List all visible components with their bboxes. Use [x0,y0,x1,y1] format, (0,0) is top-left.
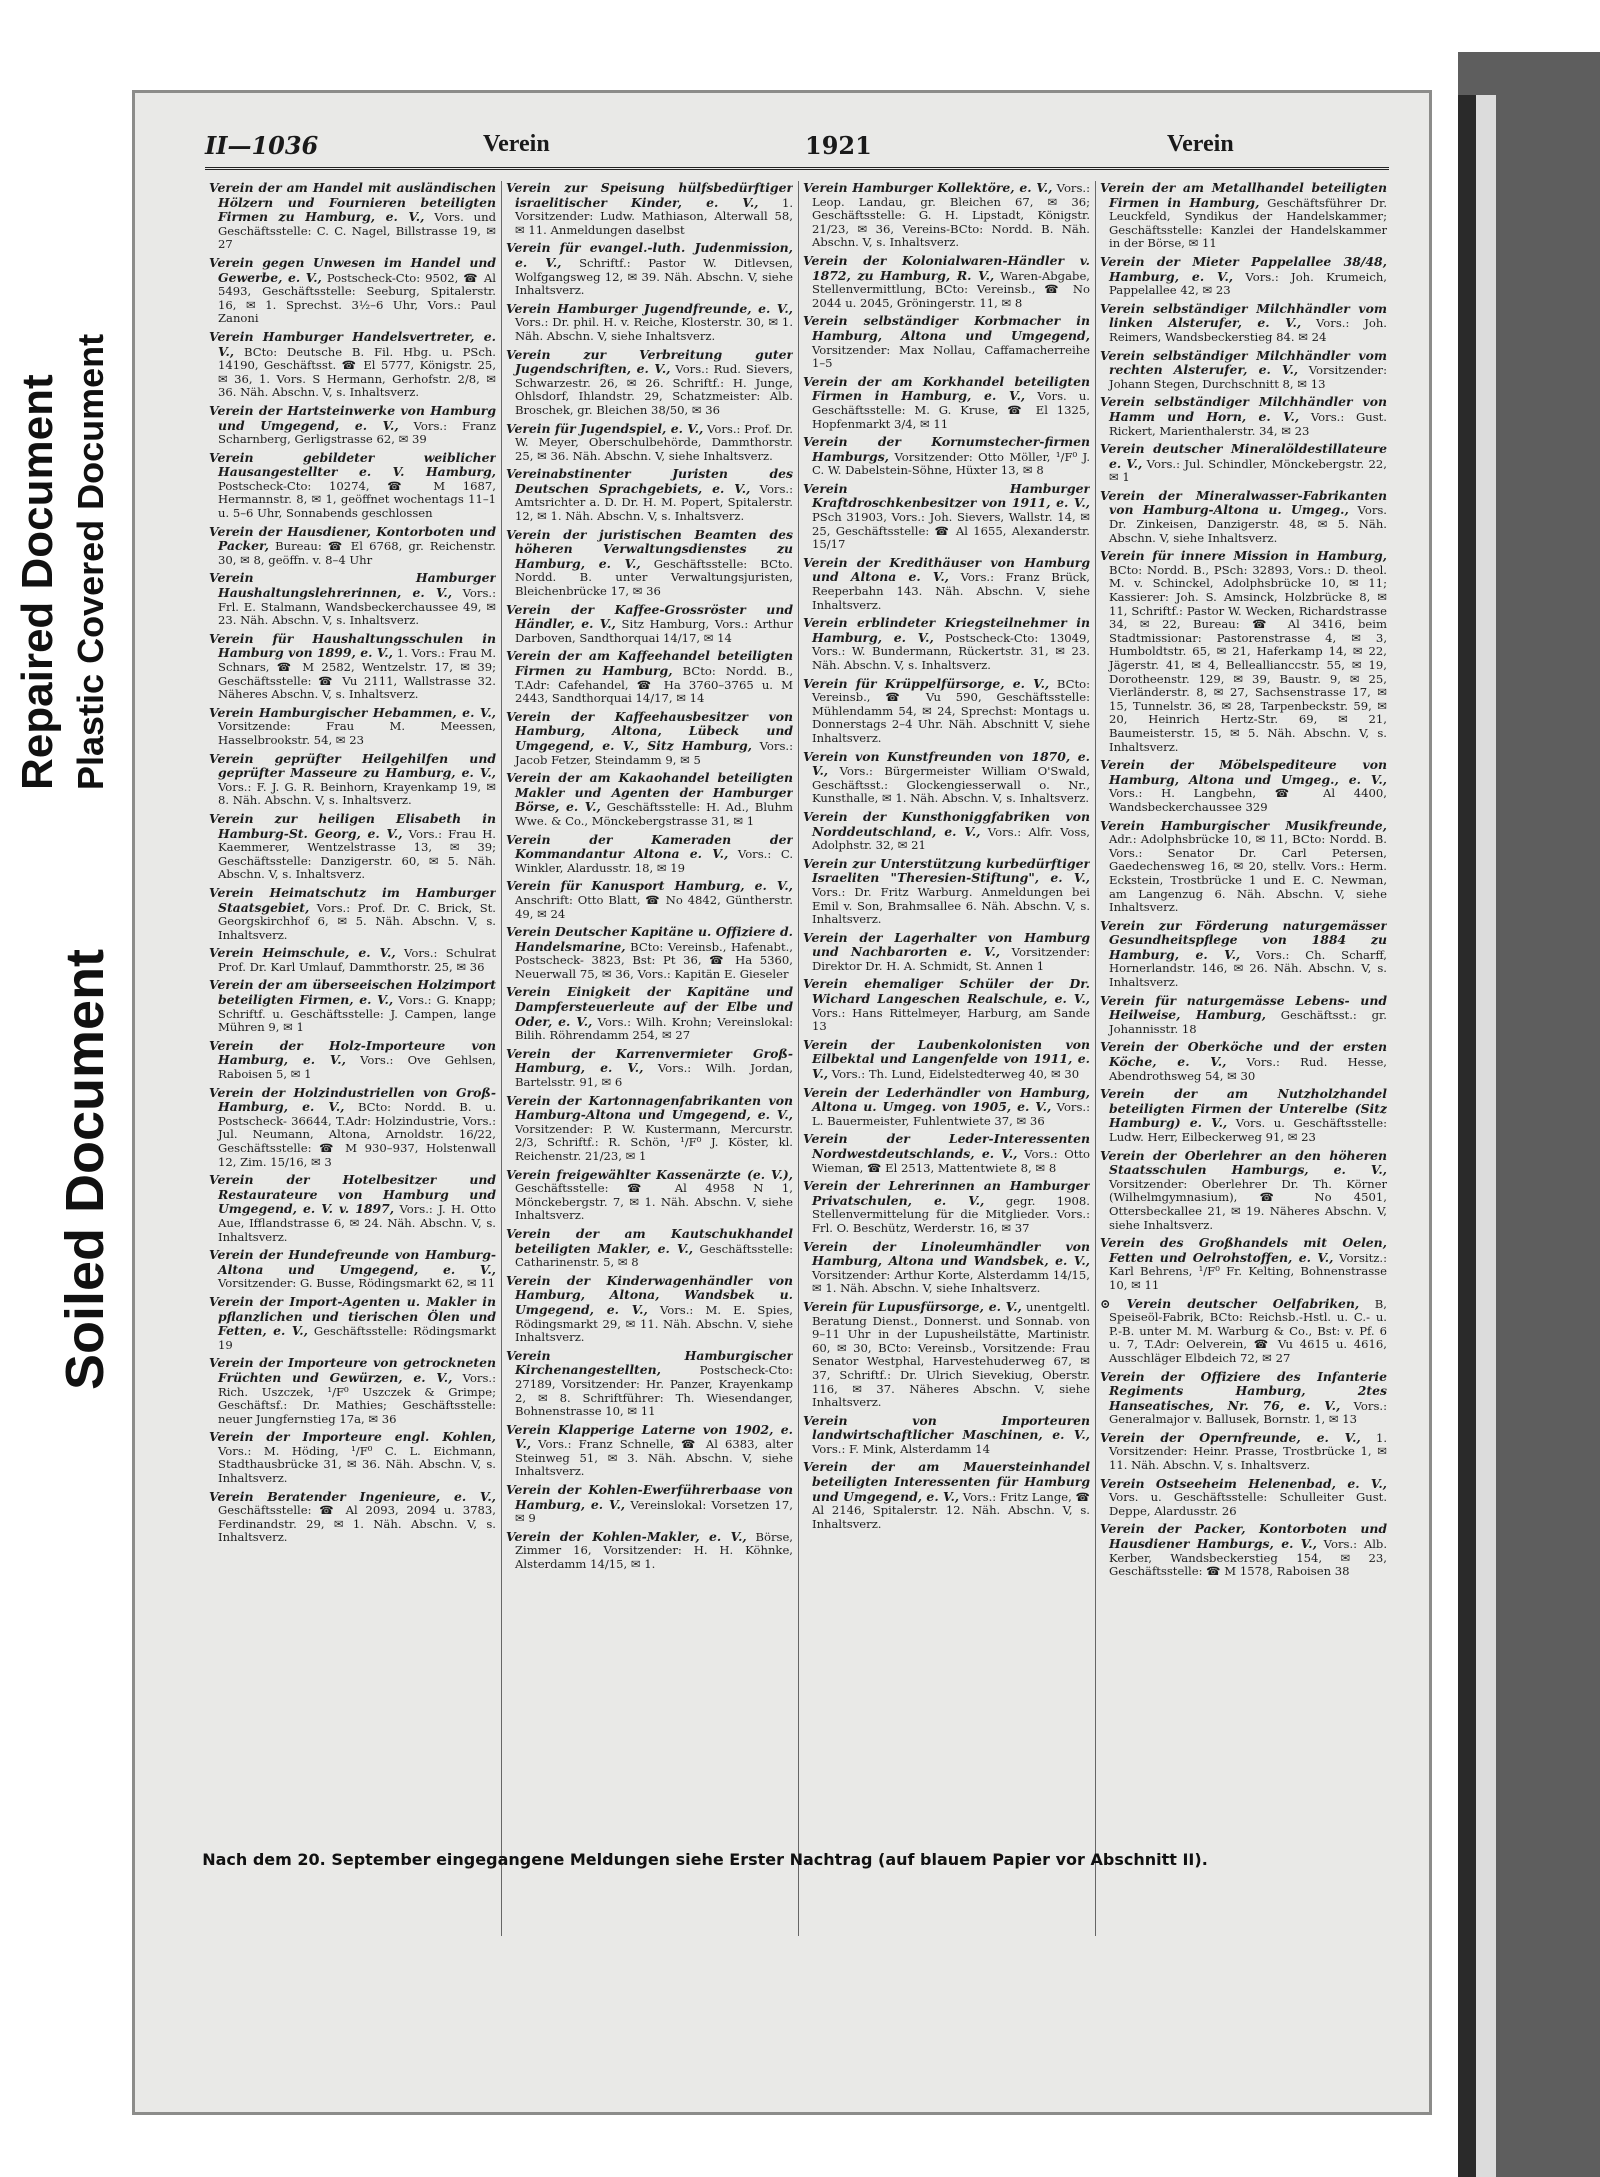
column-2 [506,181,793,1936]
entry-name: Verein der am überseeischen Holzimport beteiligten Firmen, e. V., [209,977,496,1008]
entry-name: Verein der am Kaffeehandel beteiligten Firmen zu Hamburg, [506,648,793,678]
directory-entry [1100,395,1387,438]
entry-details: Vorsitzender: Direktor Dr. H. A. Schmidt, St. Annen 1 [812,945,1090,973]
directory-entry [209,1356,496,1426]
directory-entry [1100,255,1387,298]
entry-name: Verein der Lagerhalter von Hamburg und Nachbarorten e. V., [803,929,1090,960]
directory-entry [1100,1297,1387,1366]
directory-entry [506,1483,793,1526]
entry-name: Verein gebildeter weiblicher Hausangestellter e. V. Hamburg, [209,449,496,480]
entry-name: Verein Hamburgischer Kirchenangestellten, [506,1347,793,1378]
entry-name: Verein der Kredithäuser von Hamburg und Altona e. V., [803,554,1090,585]
entry-name: Verein Deutscher Kapitäne u. Offiziere d. Handelsmarine, [506,924,793,954]
directory-entry [209,1173,496,1244]
entry-details: Vors.: Jul. Schindler, Mönckebergstr. 22, ✉ 1 [1109,456,1387,485]
entry-name: Verein zur Förderung naturgemässer Gesundheitspflege von 1884 zu Hamburg, e. V., [1100,917,1387,962]
entry-details: Vors.: Alb. Kerber, Wandsbeckerstieg 154, ✉ 23, Geschäftsstelle: ☎ M 1578, Raboisen 38 [1109,1537,1387,1579]
entry-details: Geschäftsstelle: Rödingsmarkt 19 [218,1324,496,1352]
directory-entry [209,571,496,627]
directory-entry [803,810,1090,853]
entry-name: Verein der Kartonnagenfabrikanten von Hamburg-Altona und Umgegend, e. V., [506,1092,793,1123]
directory-entry [1100,1370,1387,1427]
entry-name: Verein für naturgemässe Lebens- und Heilweise, Hamburg, [1100,992,1387,1023]
entry-details: Geschäftsstelle: BCto. Nordd. B. unter Verwaltungsjuristen, Bleichenbrücke 17, ✉ 36 [515,556,793,599]
entry-details: Geschäftsführer Dr. Leuckfeld, Syndikus der Handelskammer; Geschäftsstelle: Kanzlei der Handelskammer in der Börse, ✉ 11 [1109,195,1387,251]
entry-name: Verein der juristischen Beamten des höheren Verwaltungsdienstes zu Hamburg, e. V., [506,526,793,571]
entry-name: Verein der Kohlen-Makler, e. V., [506,1528,747,1544]
directory-entry [209,1039,496,1082]
page-header [205,127,1389,170]
entry-details: BCto: Vereinsb., Hafenabt., Postscheck- 3823, Bst: Pt 36, ☎ Ha 5360, Neuerwall 75, ✉ 36, Vors.: Kapitän E. Gieseler [515,939,793,981]
entry-name: Verein erblindeter Kriegsteilnehmer in Hamburg, e. V., [803,615,1090,645]
directory-entry [1100,442,1387,485]
directory-entry [506,467,793,523]
directory-entry [1100,919,1387,990]
directory-entry [506,1168,793,1223]
entry-details: Vorsitz.: Karl Behrens, ¹/F⁰ Fr. Kelting, Bohnenstrasse 10, ✉ 11 [1109,1250,1387,1292]
entry-details: Vors.: J. H. Otto Aue, Ifflandstrasse 6, ✉ 24. Näh. Abschn. V, s. Inhaltsverz. [218,1202,496,1244]
directory-entry [506,710,793,767]
directory-entry [1100,758,1387,814]
entry-name: Verein der Importeure engl. Kohlen, [209,1429,496,1445]
entry-name: Verein Hamburger Jugendfreunde, e. V., [506,300,793,316]
entry-name: Verein selbständiger Milchhändler vom linken Alsterufer, e. V., [1100,300,1387,331]
page-number: II—1036 [205,131,319,160]
directory-entry [506,1423,793,1479]
entry-name: Verein Hamburgischer Musikfreunde, [1100,817,1387,833]
entry-details: Vors.: Bürgermeister William O'Swald, Geschäftsst.: Glockengiesserwall o. Nr., Kunsthalle, ✉ 1. Näh. Abschn. V, s. Inhaltsverz. [812,764,1090,806]
entry-details: Vors.: Rud. Hesse, Abendrothsweg 54, ✉ 30 [1109,1055,1387,1083]
entry-details: BCto: Nordd. B. u. Postscheck- 36644, T.Adr: Holzindustrie, Vors.: Jul. Neumann, Altona, Arnoldstr. 16/22, Geschäftsstelle: ☎ M 930–937, Holstenwall 12, Zim. 15/16, ✉ 3 [218,1100,496,1169]
entry-name: Verein für Kanusport Hamburg, e. V., [506,878,793,894]
entry-details: Vors.: Alfr. Voss, Adolphstr. 32, ✉ 21 [812,824,1090,853]
directory-entry [506,1530,793,1572]
entry-details: Vors. Dr. Zinkeisen, Danzigerstr. 48, ✉ 5. Näh. Abschn. V, siehe Inhaltsverz. [1109,503,1387,545]
entry-details: BCto: Deutsche B. Fil. Hbg. u. PSch. 14190, Geschäftsst. ☎ El 5777, Königstr. 25, ✉ 36, 1. Vors. S Hermann, Gerhofstr. 2/8, ✉ 36. Näh. Abschn. V, s. Inhaltsverz. [218,344,496,400]
entry-details: Waren-Abgabe, Stellenvermittlung, BCto: Vereinsb., ☎ No 2044 u. 2045, Gröningerstr. 11, ✉ 8 [812,268,1090,310]
condition-stamps [8,0,138,2177]
directory-entry [209,1248,496,1291]
directory-entry [803,375,1090,431]
entry-name: Verein Heimschule, e. V., [209,945,396,961]
directory-entry [209,525,496,568]
entry-name: Verein von Importeuren landwirtschaftlicher Maschinen, e. V., [803,1412,1090,1443]
directory-entry [803,616,1090,672]
directory-entry [209,451,496,521]
directory-entry [803,977,1090,1033]
entry-details: Postscheck-Cto: 13049, Vors.: W. Bundermann, Rückertstr. 31, ✉ 23. Näh. Abschn. V, s. Inhaltsverz. [812,630,1090,672]
entry-name: Verein der am Metallhandel beteiligten Firmen in Hamburg, [1100,181,1387,210]
entry-name: Verein zur Speisung hülfsbedürftiger israelitischer Kinder, e. V., [506,181,793,210]
repaired-document-stamp: Repaired Document [13,374,62,790]
entry-details: gegr. 1908. Stellenvermittelung für die Mitglieder. Vors.: Frl. O. Beschütz, Werderstr. 16, ✉ 37 [812,1193,1090,1235]
entry-name: Verein der Holzindustriellen von Groß-Hamburg, e. V., [209,1084,496,1115]
entry-details: Sitz Hamburg, Vors.: Arthur Darboven, Sandthorquai 14/17, ✉ 14 [515,617,793,645]
directory-entry [209,946,496,974]
entry-name: Verein des Großhandels mit Oelen, Fetten und Oelrohstoffen, e. V., [1100,1235,1387,1265]
entry-details: Vors.: Schulrat Prof. Dr. Karl Umlauf, Dammthorstr. 25, ✉ 36 [218,946,496,974]
entry-details: Vors.: Franz Schnelle, ☎ Al 6383, alter Steinweg 51, ✉ 3. Näh. Abschn. V, siehe Inhaltsverz. [515,1437,793,1479]
entry-details: Vors.: Generalmajor v. Ballusek, Bornstr. 1, ✉ 13 [1109,1398,1387,1427]
directory-entry [1100,1236,1387,1292]
directory-entry [209,330,496,400]
entry-name: Verein der Packer, Kontorboten und Hausdiener Hamburgs, e. V., [1100,1521,1387,1552]
entry-details: Vors.: Wilh. Jordan, Bartelsstr. 91, ✉ 6 [515,1061,793,1090]
entry-name: Verein Hamburger Haushaltungslehrerinnen, e. V., [209,570,496,601]
entry-details: Postscheck-Cto: 9502, ☎ Al 5493, Geschäftsstelle: Seeburg, Spitalerstr. 16, ✉ 1. Sprechst. 3½–6 Uhr, Vors.: Paul Zanoni [218,270,496,326]
entry-details: Vereinslokal: Vorsetzen 17, ✉ 9 [515,1497,793,1526]
entry-details: PSch 31903, Vors.: Joh. Sievers, Wallstr. 14, ✉ 25, Geschäftsstelle: ☎ Al 1655, Alexanderstr. 15/17 [812,510,1090,552]
directory-entry [209,181,496,252]
entry-details: Vors.: Otto Wieman, ☎ El 2513, Mattentwiete 8, ✉ 8 [812,1147,1090,1175]
entry-name: Verein der Kolonialwaren-Händler v. 1872, zu Hamburg, R. V., [803,252,1090,283]
entry-name: Verein deutscher Mineralöldestillateure e. V., [1100,441,1387,471]
directory-entry [1100,1522,1387,1578]
entry-name: Verein der Karrenvermieter Groß-Hamburg, e. V., [506,1045,793,1076]
directory-entry [506,1227,793,1270]
directory-entry [506,985,793,1042]
directory-entry [506,1047,793,1090]
entry-details: Geschäftsst.: gr. Johannisstr. 18 [1109,1008,1387,1036]
entry-details: Anschrift: Otto Blatt, ☎ No 4842, Güntherstr. 49, ✉ 24 [515,892,793,921]
entry-details: Vors.: Joh. Krumeich, Pappelallee 42, ✉ 23 [1109,269,1387,298]
directory-entry [506,181,793,237]
directory-entry [803,750,1090,806]
entry-name: Verein der Hotelbesitzer und Restaurateure von Hamburg und Umgegend, e. V. v. 1897, [209,1172,496,1217]
directory-entry [209,1295,496,1352]
entry-details: Vors.: Dr. phil. H. v. Reiche, Klosterstr. 30, ✉ 1. Näh. Abschn. V, siehe Inhaltsverz. [515,315,793,343]
entry-name: Verein von Kunstfreunden von 1870, e. V., [803,748,1090,779]
directory-entry [803,181,1090,250]
entry-details: Vors.: L. Bauermeister, Fuhlentwiete 37, ✉ 36 [812,1100,1090,1128]
entry-name: Verein Hamburger Kollektöre, e. V., [803,181,1053,195]
entry-name: Verein der am Kautschukhandel beteiligten Makler, e. V., [506,1225,793,1256]
directory-entry [803,556,1090,612]
entry-details: Vors.: Leop. Landau, gr. Bleichen 67, ✉ 36; Geschäftsstelle: G. H. Lipstadt, Königstr. 21/23, ✉ 36, Vereins-BCto: Nordd. B. Näh. Abschn. V, s. Inhaltsverz. [812,181,1090,250]
entry-name: Verein der Oberköche und der ersten Köche, e. V., [1100,1039,1387,1070]
directory-entry [209,1430,496,1485]
entry-details: Vors. u. Geschäftsstelle: M. G. Kruse, ☎ El 1325, Hopfenmarkt 3/4, ✉ 11 [812,389,1090,431]
entry-details: Vors.: Franz Brück, Reeperbahn 143. Näh. Abschn. V, siehe Inhaltsverz. [812,570,1090,612]
entry-name: Verein der Lederhändler von Hamburg, Altona u. Umgeg. von 1905, e. V., [803,1084,1090,1115]
entry-details: Vorsitzender: Arthur Korte, Alsterdamm 14/15, ✉ 1. Näh. Abschn. V, siehe Inhaltsverz. [812,1267,1090,1296]
entry-name: Verein für evangel.-luth. Judenmission, e. V., [506,240,793,270]
entry-name: Verein der Kaffee-Grossröster und Händler, e. V., [506,601,793,632]
entry-name: Verein zur Unterstützung kurbedürftiger Israeliten "Theresien-Stiftung", e. V., [803,855,1090,886]
entry-details: Vors.: Rud. Sievers, Schwarzestr. 26, ✉ 26. Schriftf.: H. Junge, Ohlsdorf, Ihlandstr. 29, Schatzmeister: Alb. Broschek, gr. Bleichen 38/50, ✉ 36 [515,362,793,417]
directory-entry [209,812,496,882]
directory-entry [506,879,793,921]
entry-details: Vorsitzende: Frau M. Meessen, Hasselbrookstr. 54, ✉ 23 [218,719,496,747]
directory-entry [1100,819,1387,915]
directory-entry [209,752,496,808]
entry-name: Verein Klapperige Laterne von 1902, e. V., [506,1421,793,1452]
entry-details: Geschäftsstelle: Catharinenstr. 5, ✉ 8 [515,1241,793,1270]
directory-entry [209,886,496,942]
entry-details: Vors.: Rich. Uszczek, ¹/F⁰ Uszczek & Grimpe; Geschäftsf.: Dr. Mathies; Geschäftsstelle: neuer Jungfernstieg 17a, ✉ 36 [218,1370,496,1426]
entry-name: Verein gegen Unwesen im Handel und Gewerbe, e. V., [209,254,496,285]
directory-entry [803,1132,1090,1175]
entry-details: Schriftf.: Pastor W. Ditlevsen, Wolfgangsweg 12, ✉ 39. Näh. Abschn. V, siehe Inhaltsverz. [515,255,793,298]
entry-details: Vorsitzender: Max Nollau, Caffamacherreihe 1–5 [812,342,1090,371]
entry-details: Vors.: Frl. E. Stalmann, Wandsbeckerchaussee 49, ✉ 23. Näh. Abschn. V, s. Inhaltsverz. [218,586,496,628]
directory-entry [209,632,496,702]
directory-entry [506,302,793,344]
entry-details: Vors.: Frau H. Kaemmerer, Wentzelstrasse 13, ✉ 39; Geschäftsstelle: Danzigerstr. 60, ✉ 5. Näh. Abschn. V, s. Inhaltsverz. [218,826,496,882]
directory-entry [506,1274,793,1345]
entry-name: Verein der Holz-Importeure von Hamburg, e. V., [209,1037,496,1068]
entry-details: 1. Vorsitzender: Heinr. Prasse, Trostbrücke 1, ✉ 11. Näh. Abschn. V, s. Inhaltsverz. [1109,1430,1387,1473]
entry-details: Vors.: Prof. Dr. W. Meyer, Oberschulbehörde, Dammthorstr. 25, ✉ 36. Näh. Abschn. V, siehe Inhaltsverz. [515,421,793,463]
column-1 [209,181,496,1936]
directory-entry [803,435,1090,478]
entry-name: Verein selbständiger Korbmacher in Hamburg, Altona und Umgegend, [803,313,1090,343]
entry-details: Vors.: Joh. Reimers, Wandsbeckerstieg 84. ✉ 24 [1109,316,1387,344]
directory-entry [209,706,496,748]
directory-entry [1100,549,1387,754]
entry-details: Vors.: F. Mink, Alsterdamm 14 [812,1441,990,1456]
entry-name: Verein der am Korkhandel beteiligten Firmen in Hamburg, e. V., [803,373,1090,404]
entry-details: Vorsitzender: Otto Möller, ¹/F⁰ J. C. W. Dabelstein-Söhne, Hüxter 13, ✉ 8 [812,449,1090,478]
directory-entry [209,404,496,447]
directory-entry [803,1414,1090,1457]
column-divider [798,181,799,1936]
entry-details: Vors.: Dr. Fritz Warburg. Anmeldungen bei Emil v. Son, Brahmsallee 6. Näh. Abschn. V, s. Inhaltsverz. [812,884,1090,927]
column-divider [501,181,502,1936]
entry-name: Verein der Lehrerinnen an Hamburger Privatschulen, e. V., [803,1178,1090,1208]
entry-name: Verein Hamburgischer Hebammen, e. V., [209,704,496,720]
directory-entry [506,771,793,828]
directory-page [132,90,1432,2115]
entry-name: Verein der Möbelspediteure von Hamburg, Altona und Umgeg., e. V., [1100,757,1387,787]
directory-entry [506,348,793,418]
entry-details: BCto: Nordd. B., T.Adr: Cafehandel, ☎ Ha 3760–3765 u. M 2443, Sandthorquai 14/17, ✉ 14 [515,664,793,706]
entry-name: Verein der Hundefreunde von Hamburg-Altona und Umgegend, e. V., [209,1247,496,1277]
directory-entry [803,677,1090,746]
entry-details: Vors.: Jacob Fetzer, Steindamm 9, ✉ 5 [515,738,793,767]
entry-name: Verein der Hartsteinwerke von Hamburg und Umgegend, e. V., [209,402,496,433]
entry-details: unentgeltl. Beratung Dienst., Donnerst. und Sonnab. von 9–11 Uhr in der Lupusheilstätte, Martinistr. 60, ✉ 30, BCto: Vereinsb., Vorsitzende: Frau Senator Westphal, Harvestehuderweg 67, ✉ 37, Schriftf.: Dr. Ulrich Sievekiug, Oberstr. 116, ✉ 37. Näheres Abschn. V, siehe Inhaltsverz. [812,1299,1090,1410]
column-4 [1100,181,1387,1936]
directory-entry [209,978,496,1034]
entry-name: Verein Hamburger Kraftdroschkenbesitzer von 1911, e. V., [803,480,1090,511]
entry-details: Vorsitzender: G. Busse, Rödingsmarkt 62, ✉ 11 [218,1276,496,1291]
entry-details: Vors.: Hans Rittelmeyer, Harburg, am Sande 13 [812,1005,1090,1034]
directory-entry [803,254,1090,310]
directory-entry [209,256,496,326]
entry-details: Adr.: Adolphsbrücke 10, ✉ 11, BCto: Nordd. B. Vors.: Senator Dr. Carl Petersen, Gaedechensweg 16, ✉ 20, stellv. Vors.: Herm. Eckstein, Trostbrücke 1 und E. C. Newman, am Langenzug 6. Näh. Abschn. V, siehe Inhaltsverz. [1109,832,1387,915]
entry-details: B, Speiseöl-Fabrik, BCto: Reichsb.-Hstl. u. C.- u. P.-B. unter M. M. Warburg & Co., Bst: v. Pf. 6 u. 7, T.Adr: Oelverein, ☎ Vu 4615 u. 4616, Ausschläger Elbdeich 72, ✉ 27 [1109,1296,1387,1365]
entry-details: Geschäftsstelle: ☎ Al 2093, 2094 u. 3783, Ferdinandstr. 29, ✉ 1. Näh. Abschn. V, s. Inhaltsverz. [218,1503,496,1545]
entry-details: Vorsitzender: Oberlehrer Dr. Th. Körner (Wilhelmgymnasium), ☎ No 4501, Ottersbeckallee 21, ✉ 19. Näheres Abschn. V, siehe Inhaltsverz. [1109,1176,1387,1232]
directory-entry [1100,1477,1387,1519]
entry-name: Verein zur Verbreitung guter Jugendschriften, e. V., [506,346,793,377]
directory-entry [506,649,793,705]
entry-details: Vors.: M. Höding, ¹/F⁰ C. L. Eichmann, Stadthausbrücke 31, ✉ 36. Näh. Abschn. V, s. Inhaltsverz. [218,1443,496,1486]
entry-name: Verein für Jugendspiel, e. V., [506,420,704,436]
entry-details: Vors.: Franz Scharnberg, Gerligstrasse 62, ✉ 39 [218,418,496,447]
entry-name: Verein Ostseeheim Helenenbad, e. V., [1100,1475,1387,1491]
entry-name: Verein ehemaliger Schüler der Dr. Wichard Langeschen Realschule, e. V., [803,976,1090,1007]
entry-name: Verein für innere Mission in Hamburg, [1100,548,1387,564]
entry-name: Verein der am Mauersteinhandel beteiligten Interessenten für Hamburg und Umgegend, e. V., [803,1459,1090,1504]
directory-entry [803,1179,1090,1235]
entry-name: ⊙ Verein deutscher Oelfabriken, [1100,1296,1359,1311]
entry-details: Vors.: Ove Gehlsen, Raboisen 5, ✉ 1 [218,1053,496,1082]
directory-entry [1100,349,1387,392]
entry-details: Vorsitzender: Johann Stegen, Durchschnitt 8, ✉ 13 [1109,363,1387,391]
header-right-keyword: Verein [1167,131,1234,157]
directory-entry [1100,1087,1387,1144]
directory-entry [506,603,793,646]
directory-entry [1100,994,1387,1037]
entry-name: Verein der Mieter Pappelallee 38/48, Hamburg, e. V., [1100,253,1387,284]
entry-name: Verein Heimatschutz im Hamburger Staatsgebiet, [209,884,496,915]
directory-entry [209,1086,496,1170]
entry-name: Verein der Opernfreunde, e. V., [1100,1429,1361,1445]
directory-entry [803,1460,1090,1531]
entry-details: Vors.: Gust. Rickert, Marienthalerstr. 34, ✉ 23 [1109,409,1387,438]
entry-details: Vors.: M. E. Spies, Rödingsmarkt 29, ✉ 11. Näh. Abschn. V, siehe Inhaltsverz. [515,1302,793,1345]
entry-columns [209,181,1389,1936]
entry-details: Vors.: Amtsrichter a. D. Dr. H. M. Popert, Spitalerstr. 12, ✉ 1. Näh. Abschn. V, s. Inhaltsverz. [515,481,793,524]
directory-entry [1100,1149,1387,1233]
directory-entry [803,1086,1090,1129]
entry-name: Verein der Mineralwasser-Fabrikanten von Hamburg-Altona u. Umgeg., [1100,487,1387,518]
entry-details: Vors.: F. J. G. R. Beinhorn, Krayenkamp 19, ✉ 8. Näh. Abschn. V, s. Inhaltsverz. [218,779,496,808]
directory-entry [803,314,1090,370]
directory-entry [803,857,1090,927]
entry-name: Verein Hamburger Handelsvertreter, e. V., [209,328,496,359]
entry-details: Vors.: Fritz Lange, ☎ Al 2146, Spitalerstr. 12. Näh. Abschn. V, s. Inhaltsverz. [812,1489,1090,1531]
entry-name: Verein zur heiligen Elisabeth in Hamburg-St. Georg, e. V., [209,810,496,841]
entry-name: Verein der Import-Agenten u. Makler in pflanzlichen und tierischen Ölen und Fetten, e. V., [209,1293,496,1339]
directory-entry [1100,302,1387,345]
entry-name: Verein der Kunsthoniggfabriken von Norddeutschland, e. V., [803,808,1090,839]
entry-details: Vors.: C. Winkler, Alardusstr. 18, ✉ 19 [515,847,793,875]
entry-details: BCto: Nordd. B., PSch: 32893, Vors.: D. theol. M. v. Schinckel, Adolphsbrücke 10, ✉ 11; Kassierer: Joh. S. Amsinck, Holzbrücke 8, ✉ 11, Schriftf.: Pastor W. Wecken, Richardstrasse 34, ✉ 22, Bureau: ☎ Al 3416, beim Stadtmissionar: Pastorenstrasse 4, ✉ 3, Humboldtstr. 65, ✉ 21, Haferkamp 14, ✉ 22, Jägerstr. 41, ✉ 4, Belleallianccstr. 55, ✉ 19, Dorotheenstr. 129, ✉ 39, Baustr. 9, ✉ 25, Vierländerstr. 8, ✉ 27, Sachsenstrasse 17, ✉ 15, Tunnelstr. 36, ✉ 28, Tarpenbeckstr. 59, ✉ 20, Heinrich Hertz-Str. 69, ✉ 21, Baumeisterstr. 15, ✉ 5. Näh. Abschn. V, s. Inhaltsverz. [1109,562,1387,754]
entry-details: Vors. u. Geschäftsstelle: Schulleiter Gust. Deppe, Alardusstr. 26 [1109,1490,1387,1518]
directory-entry [803,482,1090,552]
directory-entry [506,833,793,876]
entry-name: Verein der Offiziere des Infanterie Regiments Hamburg, 2tes Hanseatisches, Nr. 76, e. V., [1100,1368,1387,1413]
directory-entry [506,925,793,981]
entry-name: Verein der Linoleumhändler von Hamburg, Altona und Wandsbek, e. V., [803,1238,1090,1269]
directory-entry [506,422,793,464]
directory-entry [1100,1040,1387,1083]
directory-entry [209,1490,496,1545]
entry-name: Verein der Oberlehrer an den höheren Staatsschulen Hamburgs, e. V., [1100,1147,1387,1178]
entry-name: Verein der Kaffeehausbesitzer von Hamburg, Altona, Lübeck und Umgegend, e. V., Sitz Hamburg, [506,708,793,753]
soiled-document-stamp: Soiled Document [55,948,115,1390]
directory-entry [1100,489,1387,545]
directory-entry [506,528,793,599]
entry-name: Verein der Kohlen-Ewerführerbaase von Hamburg, e. V., [506,1482,793,1512]
next-page-edge [1476,95,1496,2177]
entry-name: Verein der Kameraden der Kommandantur Altona e. V., [506,831,793,862]
entry-details: Postscheck-Cto: 10274, ☎ M 1687, Hermannstr. 8, ✉ 1, geöffnet wochentags 11–1 u. 5–6 Uhr, Sonnabends geschlossen [218,478,496,521]
entry-details: 1. Vorsitzender: Ludw. Mathiason, Alterwall 58, ✉ 11. Anmeldungen daselbst [515,195,793,237]
entry-name: Verein der am Kakaohandel beteiligten Makler und Agenten der Hamburger Börse, e. V., [506,770,793,815]
column-divider [1095,181,1096,1936]
header-left-keyword: Verein [483,131,550,157]
entry-details: Vors.: H. Langbehn, ☎ Al 4400, Wandsbeckerchaussee 329 [1109,786,1387,814]
entry-details: Vors.: Wilh. Krohn; Vereinslokal: Bilih. Röhrendamm 254, ✉ 27 [515,1014,793,1043]
entry-details: Vors. u. Geschäftsstelle: Ludw. Herr, Eilbeckerweg 91, ✉ 23 [1109,1116,1387,1144]
entry-details: Börse, Zimmer 16, Vorsitzender: H. H. Köhnke, Alsterdamm 14/15, ✉ 1. [515,1529,793,1572]
column-3 [803,181,1090,1936]
directory-entry [1100,181,1387,251]
entry-name: Verein der Leder-Interessenten Nordwestdeutschlands, e. V., [803,1131,1090,1161]
entry-name: Verein der am Nutzholzhandel beteiligten Firmen der Unterelbe (Sitz Hamburg) e. V., [1100,1086,1387,1131]
directory-entry [803,1300,1090,1410]
entry-name: Verein freigewählter Kassenärzte (e. V.), [506,1166,793,1182]
entry-name: Vereinabstinenter Juristen des Deutschen Sprachgebiets, e. V., [506,466,793,496]
entry-name: Verein der Importeure von getrockneten Früchten und Gewürzen, e. V., [209,1355,496,1385]
directory-entry [803,1240,1090,1296]
directory-entry [506,1094,793,1164]
directory-entry [506,241,793,297]
entry-name: Verein der am Handel mit ausländischen Hölzern und Fournieren beteiligten Firmen zu Hamburg, e. V., [209,181,496,225]
directory-entry [506,1349,793,1419]
entry-details: Postscheck-Cto: 27189, Vorsitzender: Hr. Panzer, Krayenkamp 2, ✉ 8. Schriftführer: Th. Wiesendanger, Bohnenstrasse 10, ✉ 11 [515,1363,793,1419]
entry-details: Geschäftsstelle: H. Ad., Bluhm Wwe. & Co., Mönckebergstrasse 31, ✉ 1 [515,800,793,828]
entry-name: Verein für Haushaltungsschulen in Hamburg von 1899, e. V., [209,630,496,661]
entry-name: Verein der Kornumstecher-firmen Hamburgs, [803,434,1090,464]
entry-details: Vorsitzender: P. W. Kustermann, Mercurstr. 2/3, Schriftf.: R. Schön, ¹/F⁰ J. Köster, kl. Reichenstr. 21/23, ✉ 1 [515,1121,793,1163]
header-year: 1921 [805,131,872,160]
entry-details: 1. Vors.: Frau M. Schnars, ☎ M 2582, Wentzelstr. 17, ✉ 39; Geschäftsstelle: ☎ Vu 2111, Wallstrasse 32. Näheres Abschn. V, s. Inhaltsverz. [218,646,496,702]
entry-name: Verein selbständiger Milchhändler vom rechten Alsterufer, e. V., [1100,347,1387,378]
entry-details: Geschäftsstelle: ☎ Al 4958 N 1, Mönckebergstr. 7, ✉ 1. Näh. Abschn. V, siehe Inhaltsverz. [515,1181,793,1223]
entry-details: Vors.: Ch. Scharff, Hornerlandstr. 146, ✉ 26. Näh. Abschn. V, s. Inhaltsverz. [1109,947,1387,990]
footer-note: Nach dem 20. September eingegangene Meldungen siehe Erster Nachtrag (auf blauem Papier vor Abschnitt II). [202,1850,1208,1869]
entry-name: Verein für Lupusfürsorge, e. V., [803,1298,1022,1314]
directory-entry [1100,1431,1387,1473]
directory-entry [803,931,1090,974]
entry-details: BCto: Vereinsb., ☎ Vu 590, Geschäftsstelle: Mühlendamm 54, ✉ 24, Sprechst: Montags u. Donnerstags 2–4 Uhr. Näh. Abschnitt V, siehe Inhaltsverz. [812,676,1090,745]
entry-name: Verein der Laubenkolonisten von Eilbektal und Langenfelde von 1911, e. V., [803,1036,1090,1082]
entry-name: Verein Beratender Ingenieure, e. V., [209,1488,496,1504]
entry-name: Verein geprüfter Heilgehilfen und geprüfter Masseure zu Hamburg, e. V., [209,750,496,781]
entry-name: Verein für Krüppelfürsorge, e. V., [803,675,1050,691]
entry-details: Vors. und Geschäftsstelle: C. C. Nagel, Billstrasse 19, ✉ 27 [218,210,496,252]
plastic-covered-stamp: Plastic Covered Document [70,333,111,790]
page-binding-shadow [1458,95,1476,2177]
entry-name: Verein selbständiger Milchhändler von Hamm und Horn, e. V., [1100,394,1387,424]
directory-entry [803,1038,1090,1082]
entry-details: Vors.: G. Knapp; Schriftf. u. Geschäftsstelle: J. Campen, lange Mühren 9, ✉ 1 [218,993,496,1035]
entry-name: Verein der Kinderwagenhändler von Hamburg, Altona, Wandsbek u. Umgegend, e. V., [506,1272,793,1317]
entry-name: Verein Einigkeit der Kapitäne und Dampfersteuerleute auf der Elbe und Oder, e. V., [506,984,793,1029]
entry-details: Bureau: ☎ El 6768, gr. Reichenstr. 30, ✉ 8, geöffn. v. 8–4 Uhr [218,539,496,567]
entry-details: Vors.: Th. Lund, Eidelstedterweg 40, ✉ 30 [831,1067,1080,1082]
entry-name: Verein der Hausdiener, Kontorboten und Packer, [209,523,496,554]
entry-details: Vors.: Prof. Dr. C. Brick, St. Georgskirchhof 6, ✉ 5. Näh. Abschn. V, s. Inhaltsverz. [218,900,496,942]
